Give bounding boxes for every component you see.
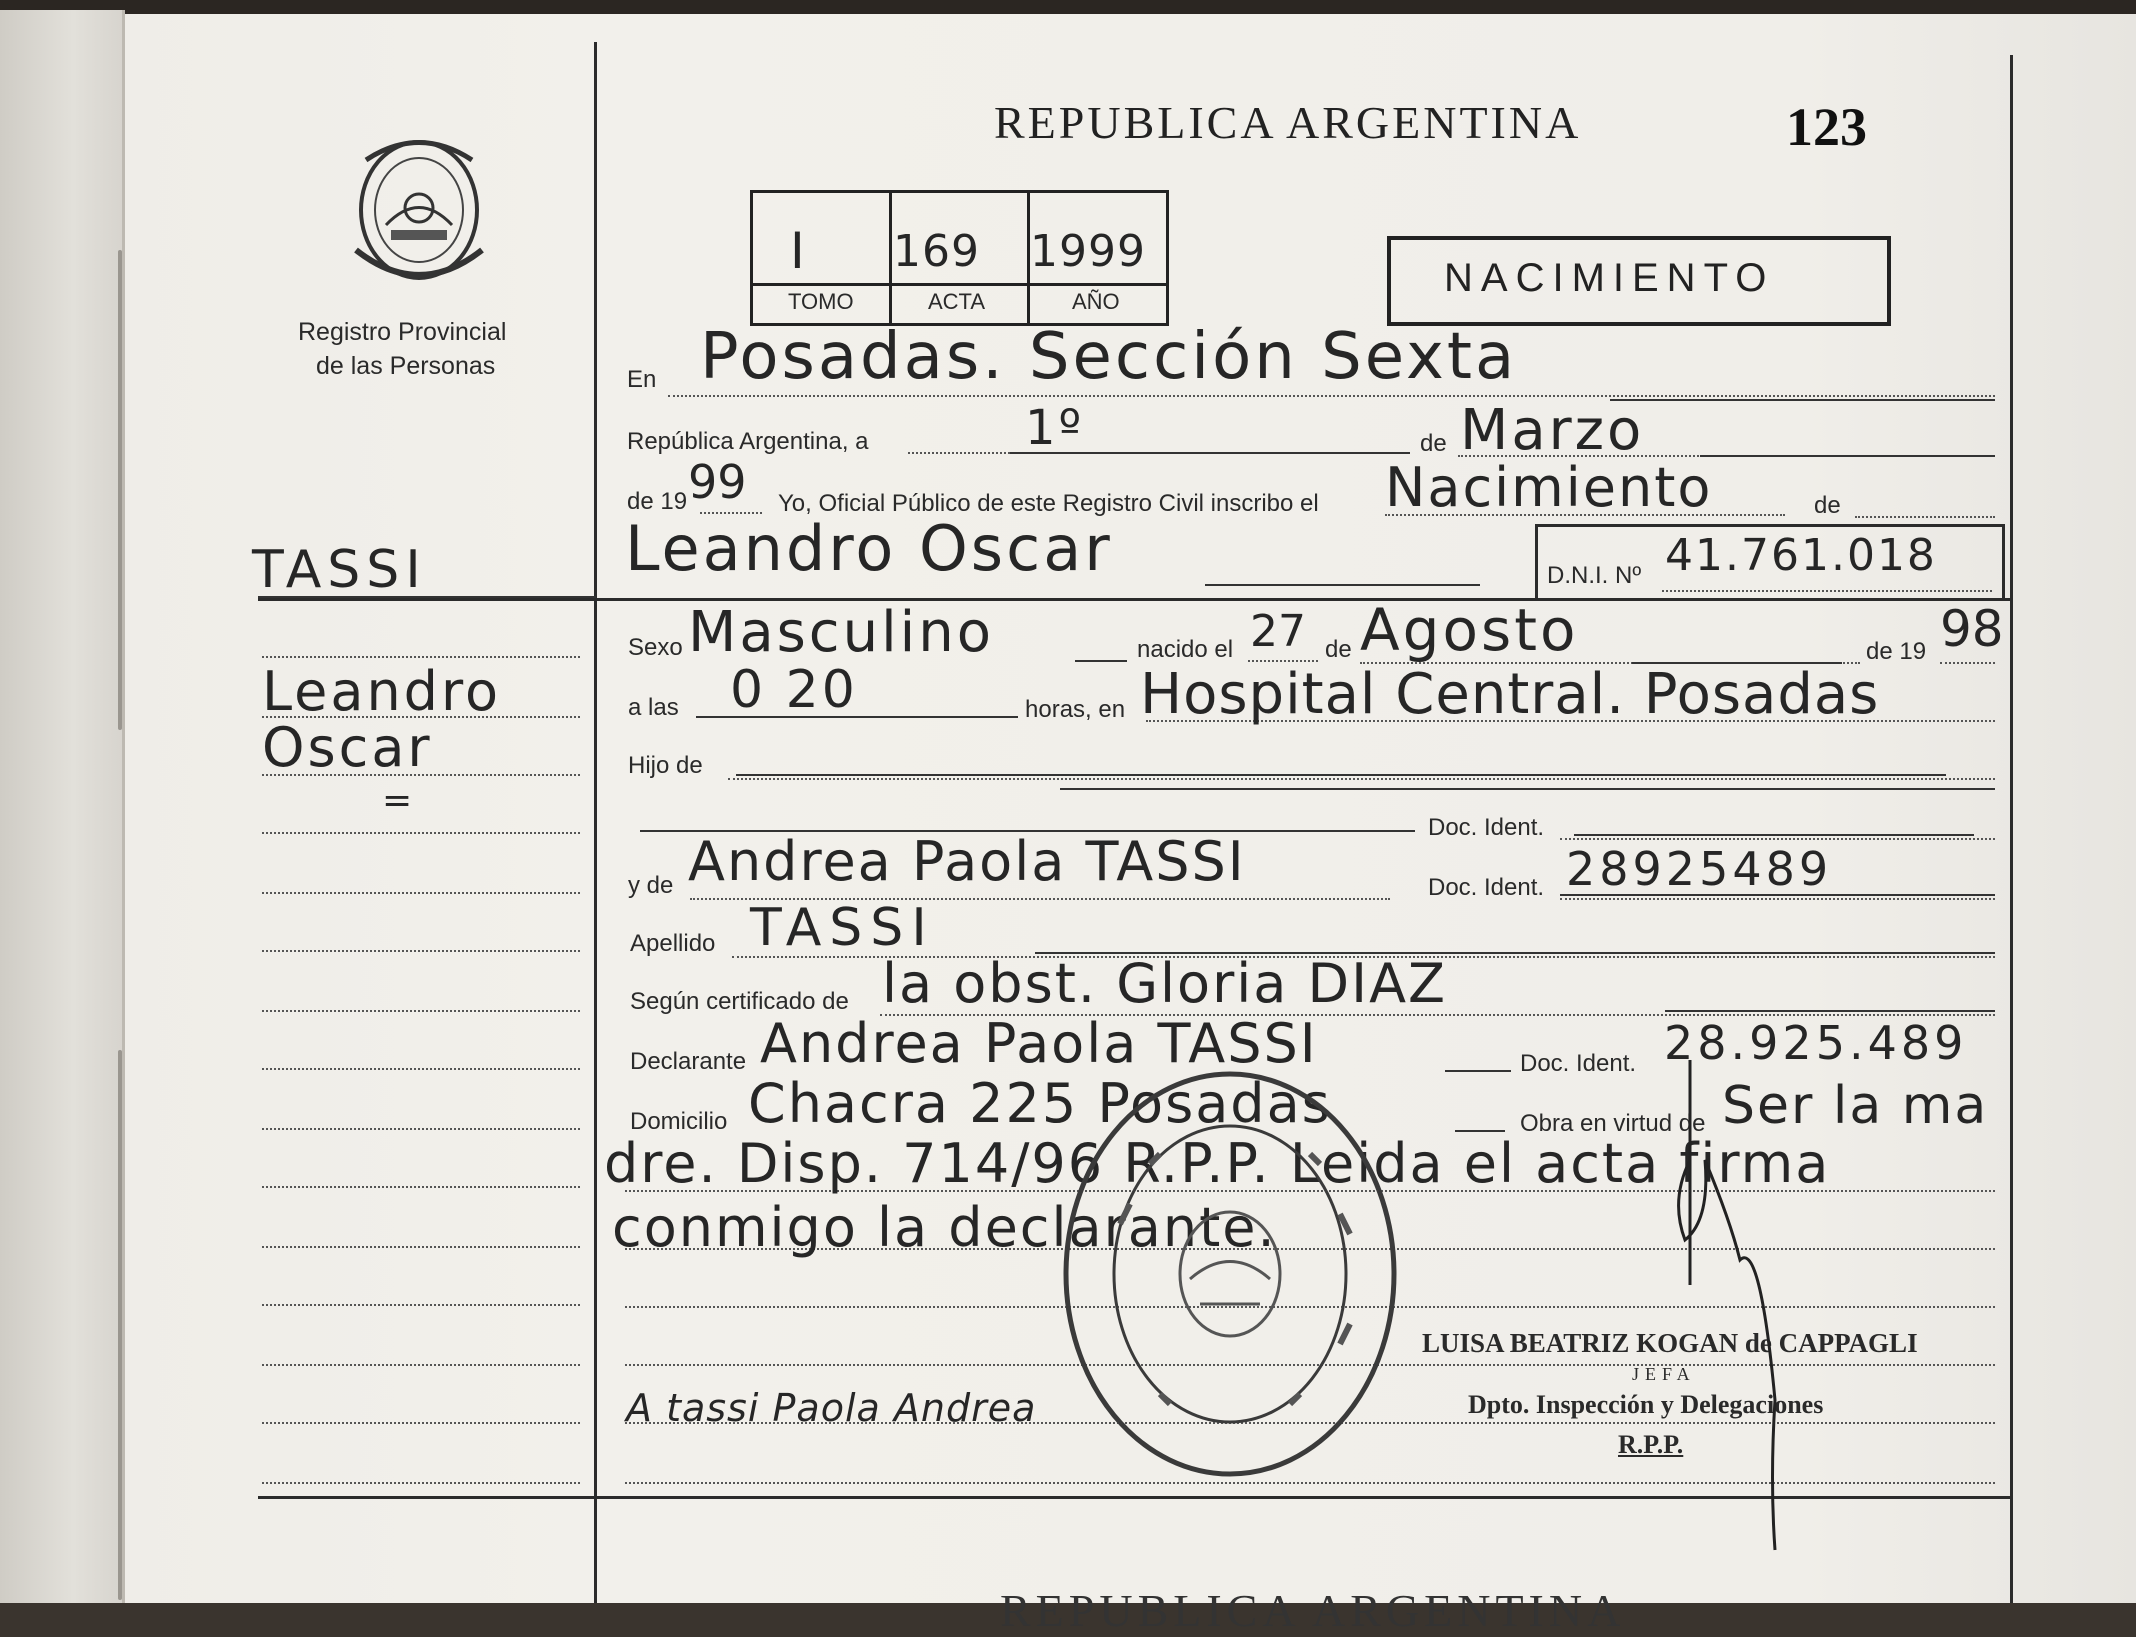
mother-doc-value: 28925489	[1566, 842, 1833, 896]
hijo-de-label: Hijo de	[628, 752, 703, 779]
margin-first-name: Leandro	[262, 660, 502, 723]
oficial-text: Yo, Oficial Público de este Registro Civil inscribo el	[778, 490, 1319, 517]
birth-month-value: Agosto	[1360, 596, 1579, 664]
sexo-label: Sexo	[628, 634, 683, 661]
y-de-label: y de	[628, 872, 674, 899]
month-value: Marzo	[1460, 398, 1645, 463]
official-office-initials: R.P.P.	[1618, 1430, 1684, 1459]
apellido-label: Apellido	[630, 930, 716, 957]
day-value: 1º	[1025, 400, 1085, 456]
registered-name: Leandro Oscar	[625, 512, 1113, 585]
vertical-divider	[594, 42, 597, 1603]
ano-value: 1999	[1030, 226, 1146, 277]
continuation-line-2: conmigo la declarante.	[612, 1196, 1277, 1259]
margin-ditto-mark: =	[382, 780, 416, 821]
dni-label: D.N.I. Nº	[1547, 562, 1642, 589]
birth-time-value: 0 20	[730, 660, 858, 720]
next-record-header: REPUBLICA ARGENTINA	[1000, 1585, 1626, 1636]
continuation-line-1: dre. Disp. 714/96 R.P.P. Leida el acta firma	[604, 1132, 1831, 1195]
declarant-value: Andrea Paola TASSI	[760, 1012, 1318, 1075]
nacido-label: nacido el	[1137, 636, 1234, 663]
provincial-seal-icon	[346, 130, 492, 292]
doc-ident-label-father: Doc. Ident.	[1428, 814, 1545, 841]
surname-value: TASSI	[750, 898, 935, 958]
de-19-birth-label: de 19	[1866, 638, 1927, 665]
birth-year-suffix: 98	[1940, 600, 2004, 658]
act-type: NACIMIENTO	[1444, 256, 1775, 300]
tomo-value: I	[790, 222, 808, 280]
registry-round-stamp	[1060, 1064, 1400, 1484]
official-title: JEFA	[1632, 1364, 1696, 1384]
declarant-doc-value: 28.925.489	[1664, 1016, 1968, 1070]
place-value: Posadas. Sección Sexta	[700, 320, 1518, 394]
ano-label: AÑO	[1072, 289, 1120, 314]
official-name: LUISA BEATRIZ KOGAN de CAPPAGLI	[1422, 1328, 1918, 1358]
address-value: Chacra 225 Posadas	[748, 1072, 1332, 1135]
virtue-value: Ser la ma	[1722, 1076, 1989, 1136]
horas-en-label: horas, en	[1025, 696, 1126, 723]
tomo-label: TOMO	[788, 289, 854, 314]
act-value: Nacimiento	[1385, 456, 1713, 519]
republica-label: República Argentina, a	[627, 428, 869, 455]
left-page-fold	[0, 10, 125, 1603]
country-header: REPUBLICA ARGENTINA	[994, 97, 1582, 148]
right-border	[2010, 55, 2013, 1603]
margin-surname: TASSI	[252, 540, 427, 600]
declarante-label: Declarante	[630, 1048, 747, 1075]
segun-certificado-label: Según certificado de	[630, 988, 849, 1015]
doc-ident-label-mother: Doc. Ident.	[1428, 874, 1545, 901]
binding-stitch	[118, 1050, 122, 1600]
de-label-act: de	[1814, 492, 1841, 519]
page-number: 123	[1786, 97, 1867, 157]
margin-second-name: Oscar	[262, 716, 433, 779]
registry-name-line2: de las Personas	[316, 352, 496, 380]
domicilio-label: Domicilio	[630, 1108, 728, 1135]
official-department: Dpto. Inspección y Delegaciones	[1468, 1390, 1824, 1419]
birth-place-value: Hospital Central. Posadas	[1140, 662, 1880, 727]
binding-stitch	[118, 250, 122, 730]
de-label-month: de	[1420, 430, 1447, 457]
a-las-label: a las	[628, 694, 679, 721]
de-19-label: de 19	[627, 488, 688, 515]
year-suffix-value: 99	[688, 455, 747, 509]
doc-ident-label-declarant: Doc. Ident.	[1520, 1050, 1637, 1077]
binding-edge	[0, 0, 2136, 14]
de-label-birth: de	[1325, 636, 1352, 663]
registry-name-line1: Registro Provincial	[298, 318, 507, 346]
certificate-value: la obst. Gloria DIAZ	[882, 952, 1447, 1015]
official-signature-mark	[1650, 1040, 1790, 1560]
acta-label: ACTA	[928, 289, 986, 314]
obra-en-virtud-label: Obra en virtud de	[1520, 1110, 1706, 1137]
declarant-signature: A tassi Paola Andrea	[626, 1386, 1037, 1430]
dni-value: 41.761.018	[1665, 530, 1937, 581]
en-label: En	[627, 366, 657, 393]
birth-day-value: 27	[1250, 606, 1306, 657]
acta-value: 169	[893, 226, 980, 277]
mother-name-value: Andrea Paola TASSI	[688, 830, 1246, 893]
sex-value: Masculino	[688, 600, 994, 665]
